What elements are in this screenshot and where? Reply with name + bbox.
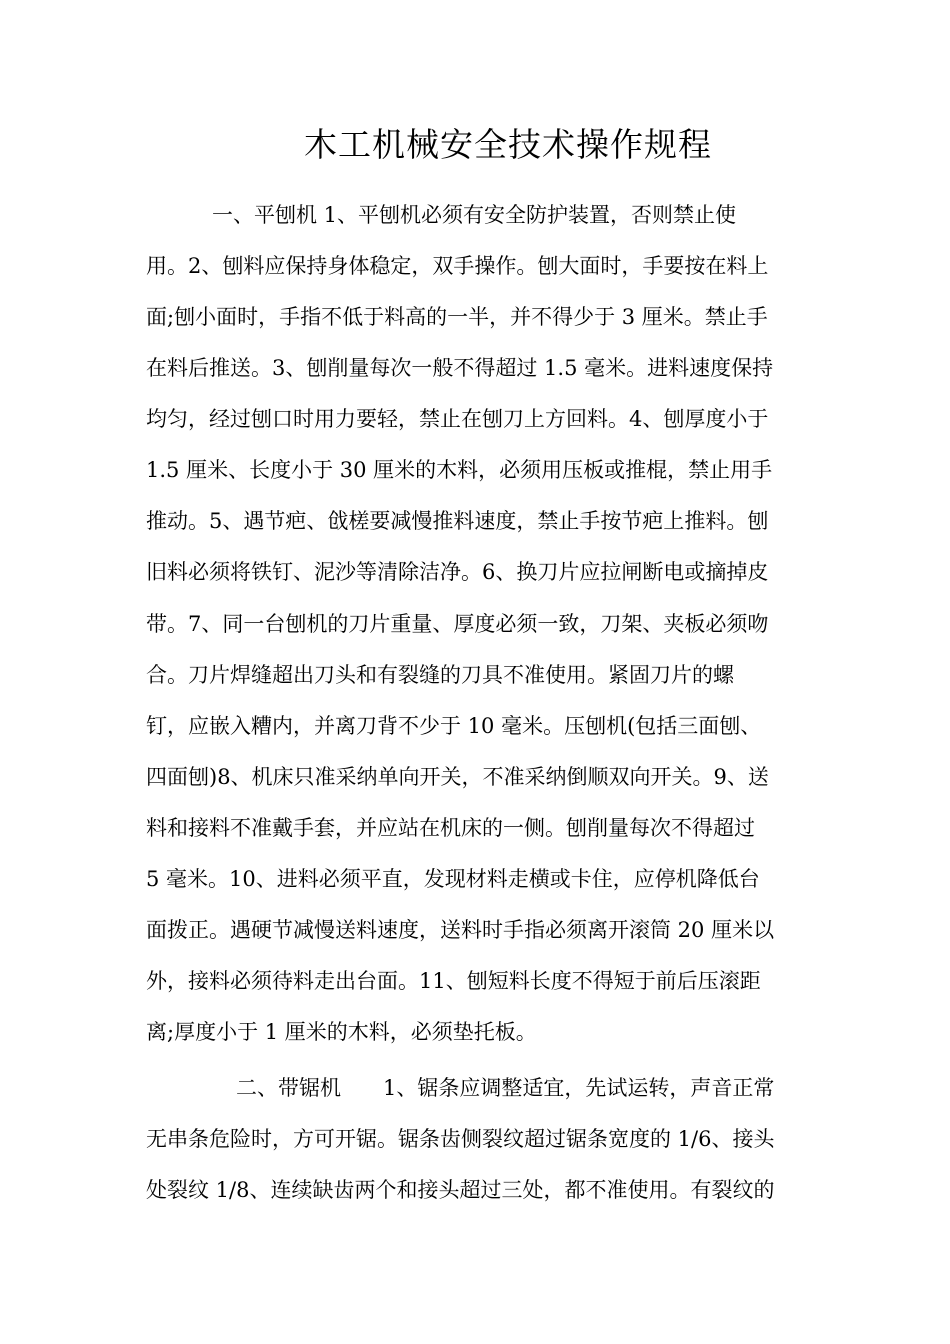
text-line: 面;刨小面时，手指不低于料高的一半，并不得少于 3 厘米。禁止手 — [146, 305, 768, 329]
text-line: 合。刀片焊缝超出刀头和有裂缝的刀具不准使用。紧固刀片的螺 — [146, 663, 734, 687]
text-line: 二、带锯机 1、锯条应调整适宜，先试运转，声音正常 — [236, 1076, 775, 1100]
text-line: 推动。5、遇节疤、戗槎要减慢推料速度，禁止手按节疤上推料。刨 — [146, 509, 769, 533]
text-line: 面拨正。遇硬节减慢送料速度，送料时手指必须离开滚筒 20 厘米以 — [146, 918, 775, 942]
text-line: 带。7、同一台刨机的刀片重量、厚度必须一致，刀架、夹板必须吻 — [146, 612, 769, 636]
text-line: 料和接料不准戴手套，并应站在机床的一侧。刨削量每次不得超过 — [146, 816, 755, 840]
text-line: 旧料必须将铁钉、泥沙等清除洁净。6、换刀片应拉闸断电或摘掉皮 — [146, 560, 769, 584]
text-line: 5 毫米。10、进料必须平直，发现材料走横或卡住，应停机降低台 — [146, 867, 760, 891]
text-line: 用。2、刨料应保持身体稳定，双手操作。刨大面时，手要按在料上 — [146, 254, 769, 278]
text-line: 均匀，经过刨口时用力要轻，禁止在刨刀上方回料。4、刨厚度小于 — [146, 407, 769, 431]
text-line: 一、平刨机 1、平刨机必须有安全防护装置，否则禁止使 — [212, 203, 737, 227]
document-title: 木工机械安全技术操作规程 — [304, 125, 712, 164]
text-line: 处裂纹 1/8、连续缺齿两个和接头超过三处，都不准使用。有裂纹的 — [146, 1178, 775, 1202]
text-line: 离;厚度小于 1 厘米的木料，必须垫托板。 — [146, 1020, 537, 1044]
text-line: 钉，应嵌入糟内，并离刀背不少于 10 毫米。压刨机(包括三面刨、 — [146, 714, 762, 738]
text-line: 四面刨)8、机床只准采纳单向开关，不准采纳倒顺双向开关。9、送 — [146, 765, 769, 789]
text-line: 无串条危险时，方可开锯。锯条齿侧裂纹超过锯条宽度的 1/6、接头 — [146, 1127, 775, 1151]
text-line: 在料后推送。3、刨削量每次一般不得超过 1.5 毫米。进料速度保持 — [146, 356, 774, 380]
text-line: 外，接料必须待料走出台面。11、刨短料长度不得短于前后压滚距 — [146, 969, 761, 993]
text-line: 1.5 厘米、长度小于 30 厘米的木料，必须用压板或推棍，禁止用手 — [146, 458, 773, 482]
